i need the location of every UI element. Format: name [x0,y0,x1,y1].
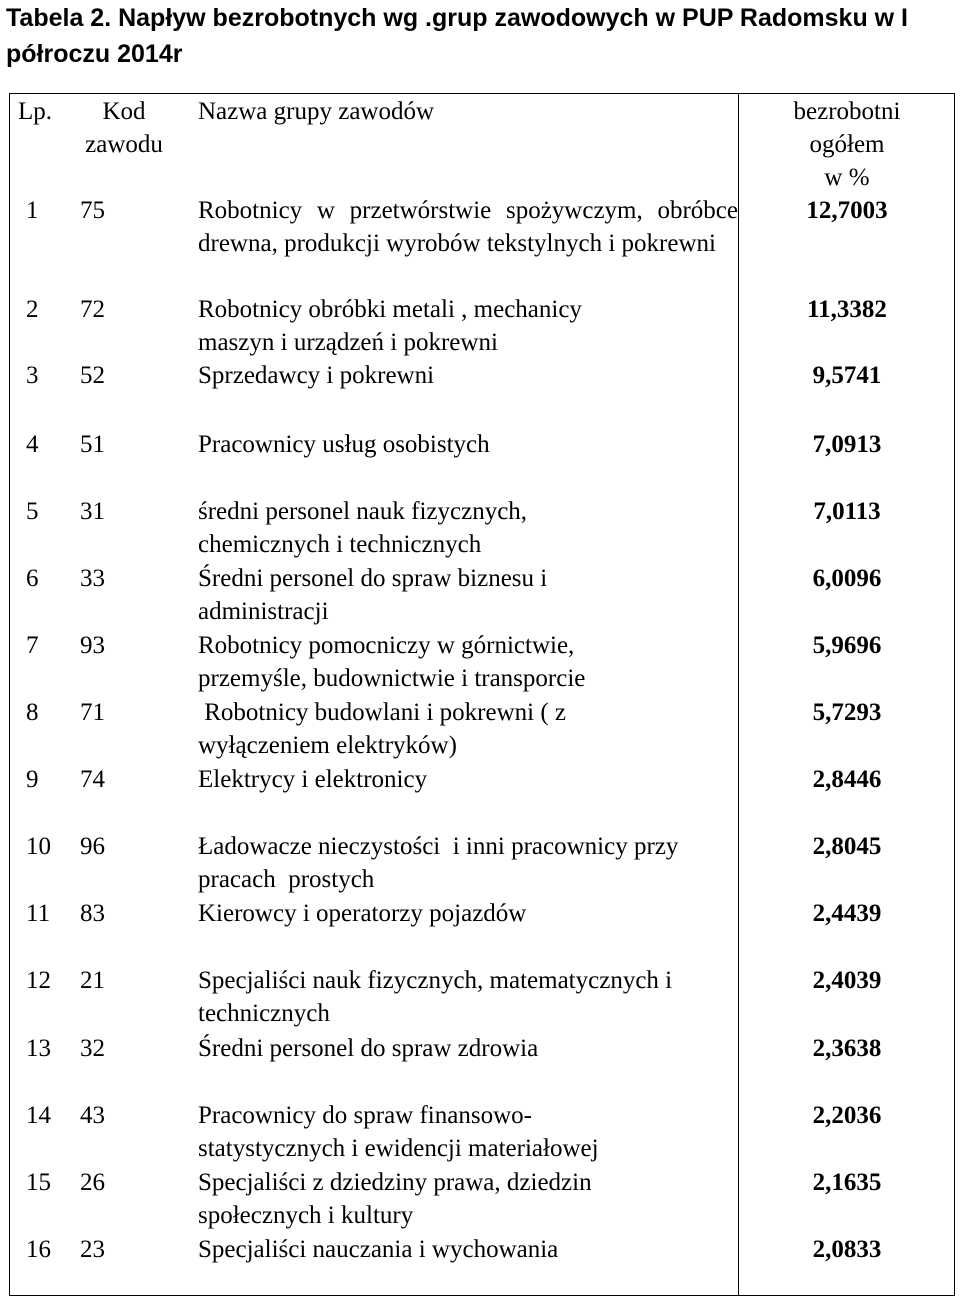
row-code: 75 [80,197,105,224]
row-code: 32 [80,1035,105,1062]
data-table [9,93,955,1296]
row-name: Specjaliści nauk fizycznych, matematycznych i technicznych [198,967,673,1027]
header-lp: Lp. [18,98,53,125]
row-name: średni personel nauk fizycznych, chemicznych i technicznych [198,498,528,558]
row-code: 72 [80,296,105,323]
table-column-divider [738,93,739,1296]
row-name: Robotnicy pomocniczy w górnictwie, przemyśle, budownictwie i transporcie [198,632,586,692]
row-code: 93 [80,632,105,659]
row-code: 31 [80,498,105,525]
row-value: 6,0096 [812,565,882,592]
row-value: 2,4439 [812,900,882,927]
row-lp: 6 [26,565,39,592]
row-lp: 3 [26,362,39,389]
row-lp: 8 [26,699,39,726]
header-code-line2: zawodu [85,131,163,158]
header-value-line1: bezrobotni [793,98,901,125]
row-value: 12,7003 [806,197,888,224]
row-value: 2,3638 [812,1035,882,1062]
row-lp: 1 [26,197,39,224]
row-code: 26 [80,1169,105,1196]
row-code: 43 [80,1102,105,1129]
row-value: 2,1635 [812,1169,882,1196]
row-value: 5,7293 [812,699,882,726]
row-value: 2,8446 [812,766,882,793]
table-border-top [9,93,955,94]
row-name: Pracownicy do spraw finansowo-statystycznych i ewidencji materiałowej [198,1102,599,1162]
row-code: 21 [80,967,105,994]
table-title: Tabela 2. Napływ bezrobotnych wg .grup zawodowych w PUP Radomsku w I półroczu 2014r [6,4,909,68]
row-name: Ładowacze nieczystości i inni pracownicy przy pracach prostych [198,833,685,893]
row-code: 71 [80,699,105,726]
row-name: Robotnicy w przetwórstwie spożywczym, obróbce drewna, produkcji wyrobów tekstylnych i pokrewni [198,197,738,257]
row-value: 7,0113 [813,498,881,525]
row-code: 74 [80,766,105,793]
row-value: 2,4039 [812,967,882,994]
row-name: Sprzedawcy i pokrewni [198,362,435,389]
row-lp: 13 [26,1035,51,1062]
row-lp: 12 [26,967,51,994]
row-lp: 10 [26,833,51,860]
row-lp: 14 [26,1102,51,1129]
row-code: 51 [80,431,105,458]
header-code [69,95,179,161]
row-name: Średni personel do spraw zdrowia [198,1035,539,1062]
row-value: 2,2036 [812,1102,882,1129]
row-lp: 16 [26,1236,51,1263]
row-lp: 11 [26,900,51,927]
table-border-left [9,93,10,1296]
header-name: Nazwa grupy zawodów [198,98,435,125]
row-name: Kierowcy i operatorzy pojazdów [198,900,527,927]
row-code: 52 [80,362,105,389]
row-code: 83 [80,900,105,927]
row-code: 33 [80,565,105,592]
row-name: Pracownicy usług osobistych [198,431,490,458]
row-value: 5,9696 [812,632,882,659]
header-value [741,95,953,194]
row-name: Średni personel do spraw biznesu i administracji [198,565,548,625]
header-value-line2: ogółem [809,131,885,158]
row-lp: 7 [26,632,39,659]
row-lp: 9 [26,766,39,793]
row-name: Specjaliści nauczania i wychowania [198,1236,559,1263]
row-name: Elektrycy i elektronicy [198,766,428,793]
row-name: Robotnicy obróbki metali , mechanicy maszyn i urządzeń i pokrewni [198,296,582,356]
row-value: 9,5741 [812,362,882,389]
row-lp: 15 [26,1169,51,1196]
row-lp: 5 [26,498,39,525]
header-value-line3: w % [824,164,870,191]
row-name: Robotnicy budowlani i pokrewni ( z wyłączeniem elektryków) [198,699,573,759]
table-border-right [954,93,955,1296]
row-name: Specjaliści z dziedziny prawa, dziedzin społecznych i kultury [198,1169,592,1229]
row-code: 23 [80,1236,105,1263]
header-code-line1: Kod [102,98,146,125]
row-code: 96 [80,833,105,860]
row-value: 7,0913 [812,431,882,458]
row-value: 11,3382 [807,296,887,323]
row-value: 2,0833 [812,1236,882,1263]
row-value: 2,8045 [812,833,882,860]
table-border-bottom [9,1295,955,1296]
row-lp: 2 [26,296,39,323]
row-lp: 4 [26,431,39,458]
